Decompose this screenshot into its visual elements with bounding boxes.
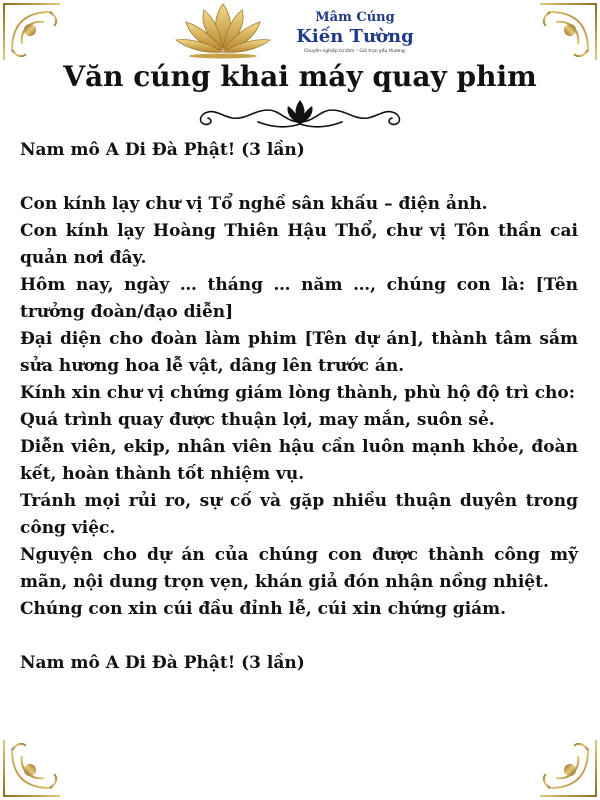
paragraph-6: Kính xin chư vị chứng giám lòng thành, phù hộ độ trì cho:: [20, 383, 576, 403]
paragraph-9: Tránh mọi rủi ro, sự cố và gặp nhiều thuận duyên trong công việc.: [20, 491, 578, 538]
paragraph-10: Nguyện cho dự án của chúng con được thành công mỹ mãn, nội dung trọn vẹn, khán giả đón nhận nồng nhiệt.: [20, 545, 578, 592]
ornamental-divider: [188, 96, 412, 136]
brand-line-2: Kiến Tường: [296, 26, 414, 47]
corner-ornament-bottom-right: [540, 740, 596, 796]
corner-ornament-top-right: [540, 4, 596, 60]
paragraph-2: Con kính lạy chư vị Tổ nghề sân khấu – điện ảnh.: [20, 194, 488, 214]
paragraph-0: Nam mô A Di Đà Phật! (3 lần): [20, 140, 305, 160]
corner-ornament-bottom-left: [4, 740, 60, 796]
paragraph-3: Con kính lạy Hoàng Thiên Hậu Thổ, chư vị Tôn thần cai quản nơi đây.: [20, 221, 578, 268]
paragraph-11: Chúng con xin cúi đầu đỉnh lễ, cúi xin chứng giám.: [20, 599, 507, 619]
prayer-text: [20, 137, 578, 677]
page-title: Văn cúng khai máy quay phim: [63, 60, 537, 93]
blank-line: [20, 164, 578, 191]
brand-line-1: Mâm Cúng: [315, 10, 395, 25]
paragraph-7: Quá trình quay được thuận lợi, may mắn, suôn sẻ.: [20, 410, 495, 430]
lotus-icon: [168, 0, 278, 60]
paragraph-13: Nam mô A Di Đà Phật! (3 lần): [20, 653, 305, 673]
paragraph-5: Đại diện cho đoàn làm phim [Tên dự án], thành tâm sắm sửa hương hoa lễ vật, dâng lên trước án.: [20, 329, 578, 376]
paragraph-4: Hôm nay, ngày … tháng … năm …, chúng con là: [Tên trưởng đoàn/đạo diễn]: [20, 275, 578, 322]
blank-line: [20, 623, 578, 650]
brand-tagline: Chuyên nghiệp từ tâm – Gửi trọn yêu thương.: [303, 49, 407, 54]
brand-text: [280, 10, 430, 55]
corner-ornament-top-left: [4, 4, 60, 60]
brand-logo: [168, 0, 428, 60]
paragraph-8: Diễn viên, ekip, nhân viên hậu cần luôn mạnh khỏe, đoàn kết, hoàn thành tốt nhiệm vụ.: [20, 437, 578, 484]
